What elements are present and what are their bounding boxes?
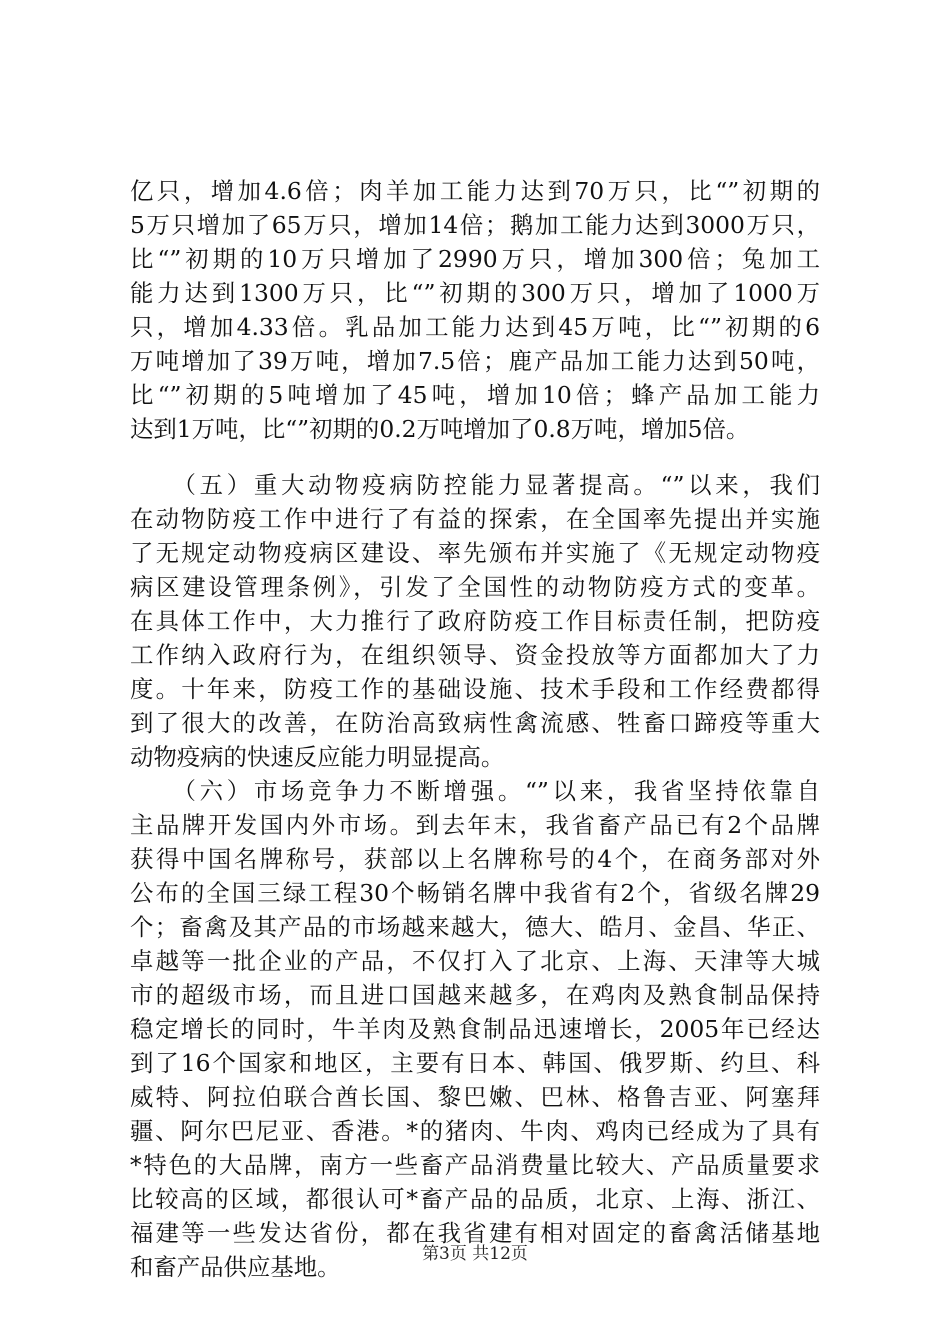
- text-line: 病区建设管理条例》，引发了全国性的动物防疫方式的变革。: [130, 573, 820, 601]
- document-body: [130, 174, 820, 1284]
- text-line: 万吨增加了39万吨，增加7.5倍；鹿产品加工能力达到50吨，: [130, 347, 820, 375]
- text-line: 比较高的区域，都很认可*畜产品的品质，北京、上海、浙江、: [130, 1185, 820, 1213]
- text-line: 5万只增加了65万只，增加14倍；鹅加工能力达到3000万只，: [130, 211, 820, 239]
- text-line: 在具体工作中，大力推行了政府防疫工作目标责任制，把防疫: [130, 607, 820, 635]
- text-line: 能力达到1300万只，比“”初期的300万只，增加了1000万: [130, 279, 820, 307]
- text-line: 个；畜禽及其产品的市场越来越大，德大、皓月、金昌、华正、: [130, 913, 820, 941]
- paragraph-livestock-processing: [130, 174, 820, 446]
- paragraph-market-competitiveness: [130, 774, 820, 1284]
- text-line: 和畜产品供应基地。: [130, 1253, 341, 1281]
- text-line: 稳定增长的同时，牛羊肉及熟食制品迅速增长，2005年已经达: [130, 1015, 820, 1043]
- text-line: *特色的大品牌，南方一些畜产品消费量比较大、产品质量要求: [130, 1151, 820, 1179]
- page-number: 第3页 共12页: [422, 1244, 528, 1264]
- text-line: 工作纳入政府行为，在组织领导、资金投放等方面都加大了力: [130, 641, 820, 669]
- text-line: 公布的全国三绿工程30个畅销名牌中我省有2个，省级名牌29: [130, 879, 820, 907]
- text-line: 比“”初期的10万只增加了2990万只，增加300倍；兔加工: [130, 245, 820, 273]
- text-line: 到了很大的改善，在防治高致病性禽流感、牲畜口蹄疫等重大: [130, 709, 820, 737]
- text-line: （五）重大动物疫病防控能力显著提高。“”以来，我们: [130, 471, 820, 499]
- paragraph-spacer: [130, 446, 820, 468]
- text-line: 只，增加4.33倍。乳品加工能力达到45万吨，比“”初期的6: [130, 313, 820, 341]
- text-line: 卓越等一批企业的产品，不仅打入了北京、上海、天津等大城: [130, 947, 820, 975]
- text-line: 比“”初期的5吨增加了45吨，增加10倍；蜂产品加工能力: [130, 381, 820, 409]
- text-line: 获得中国名牌称号，获部以上名牌称号的4个，在商务部对外: [130, 845, 820, 873]
- text-line: 度。十年来，防疫工作的基础设施、技术手段和工作经费都得: [130, 675, 820, 703]
- text-line: 威特、阿拉伯联合酋长国、黎巴嫩、巴林、格鲁吉亚、阿塞拜: [130, 1083, 820, 1111]
- text-line: 动物疫病的快速反应能力明显提高。: [130, 743, 505, 771]
- page-footer: [0, 1242, 950, 1266]
- paragraph-epidemic-control: [130, 468, 820, 774]
- text-line: 达到1万吨，比“”初期的0.2万吨增加了0.8万吨，增加5倍。: [130, 415, 750, 443]
- text-line: （六）市场竞争力不断增强。“”以来，我省坚持依靠自: [130, 777, 820, 805]
- text-line: 主品牌开发国内外市场。到去年末，我省畜产品已有2个品牌: [130, 811, 820, 839]
- text-line: 亿只，增加4.6倍；肉羊加工能力达到70万只，比“”初期的: [130, 177, 820, 205]
- text-line: 在动物防疫工作中进行了有益的探索，在全国率先提出并实施: [130, 505, 820, 533]
- text-line: 疆、阿尔巴尼亚、香港。*的猪肉、牛肉、鸡肉已经成为了具有: [130, 1117, 820, 1145]
- text-line: 福建等一些发达省份，都在我省建有相对固定的畜禽活储基地: [130, 1219, 820, 1247]
- text-line: 市的超级市场，而且进口国越来越多，在鸡肉及熟食制品保持: [130, 981, 820, 1009]
- text-line: 了无规定动物疫病区建设、率先颁布并实施了《无规定动物疫: [130, 539, 820, 567]
- text-line: 到了16个国家和地区，主要有日本、韩国、俄罗斯、约旦、科: [130, 1049, 820, 1077]
